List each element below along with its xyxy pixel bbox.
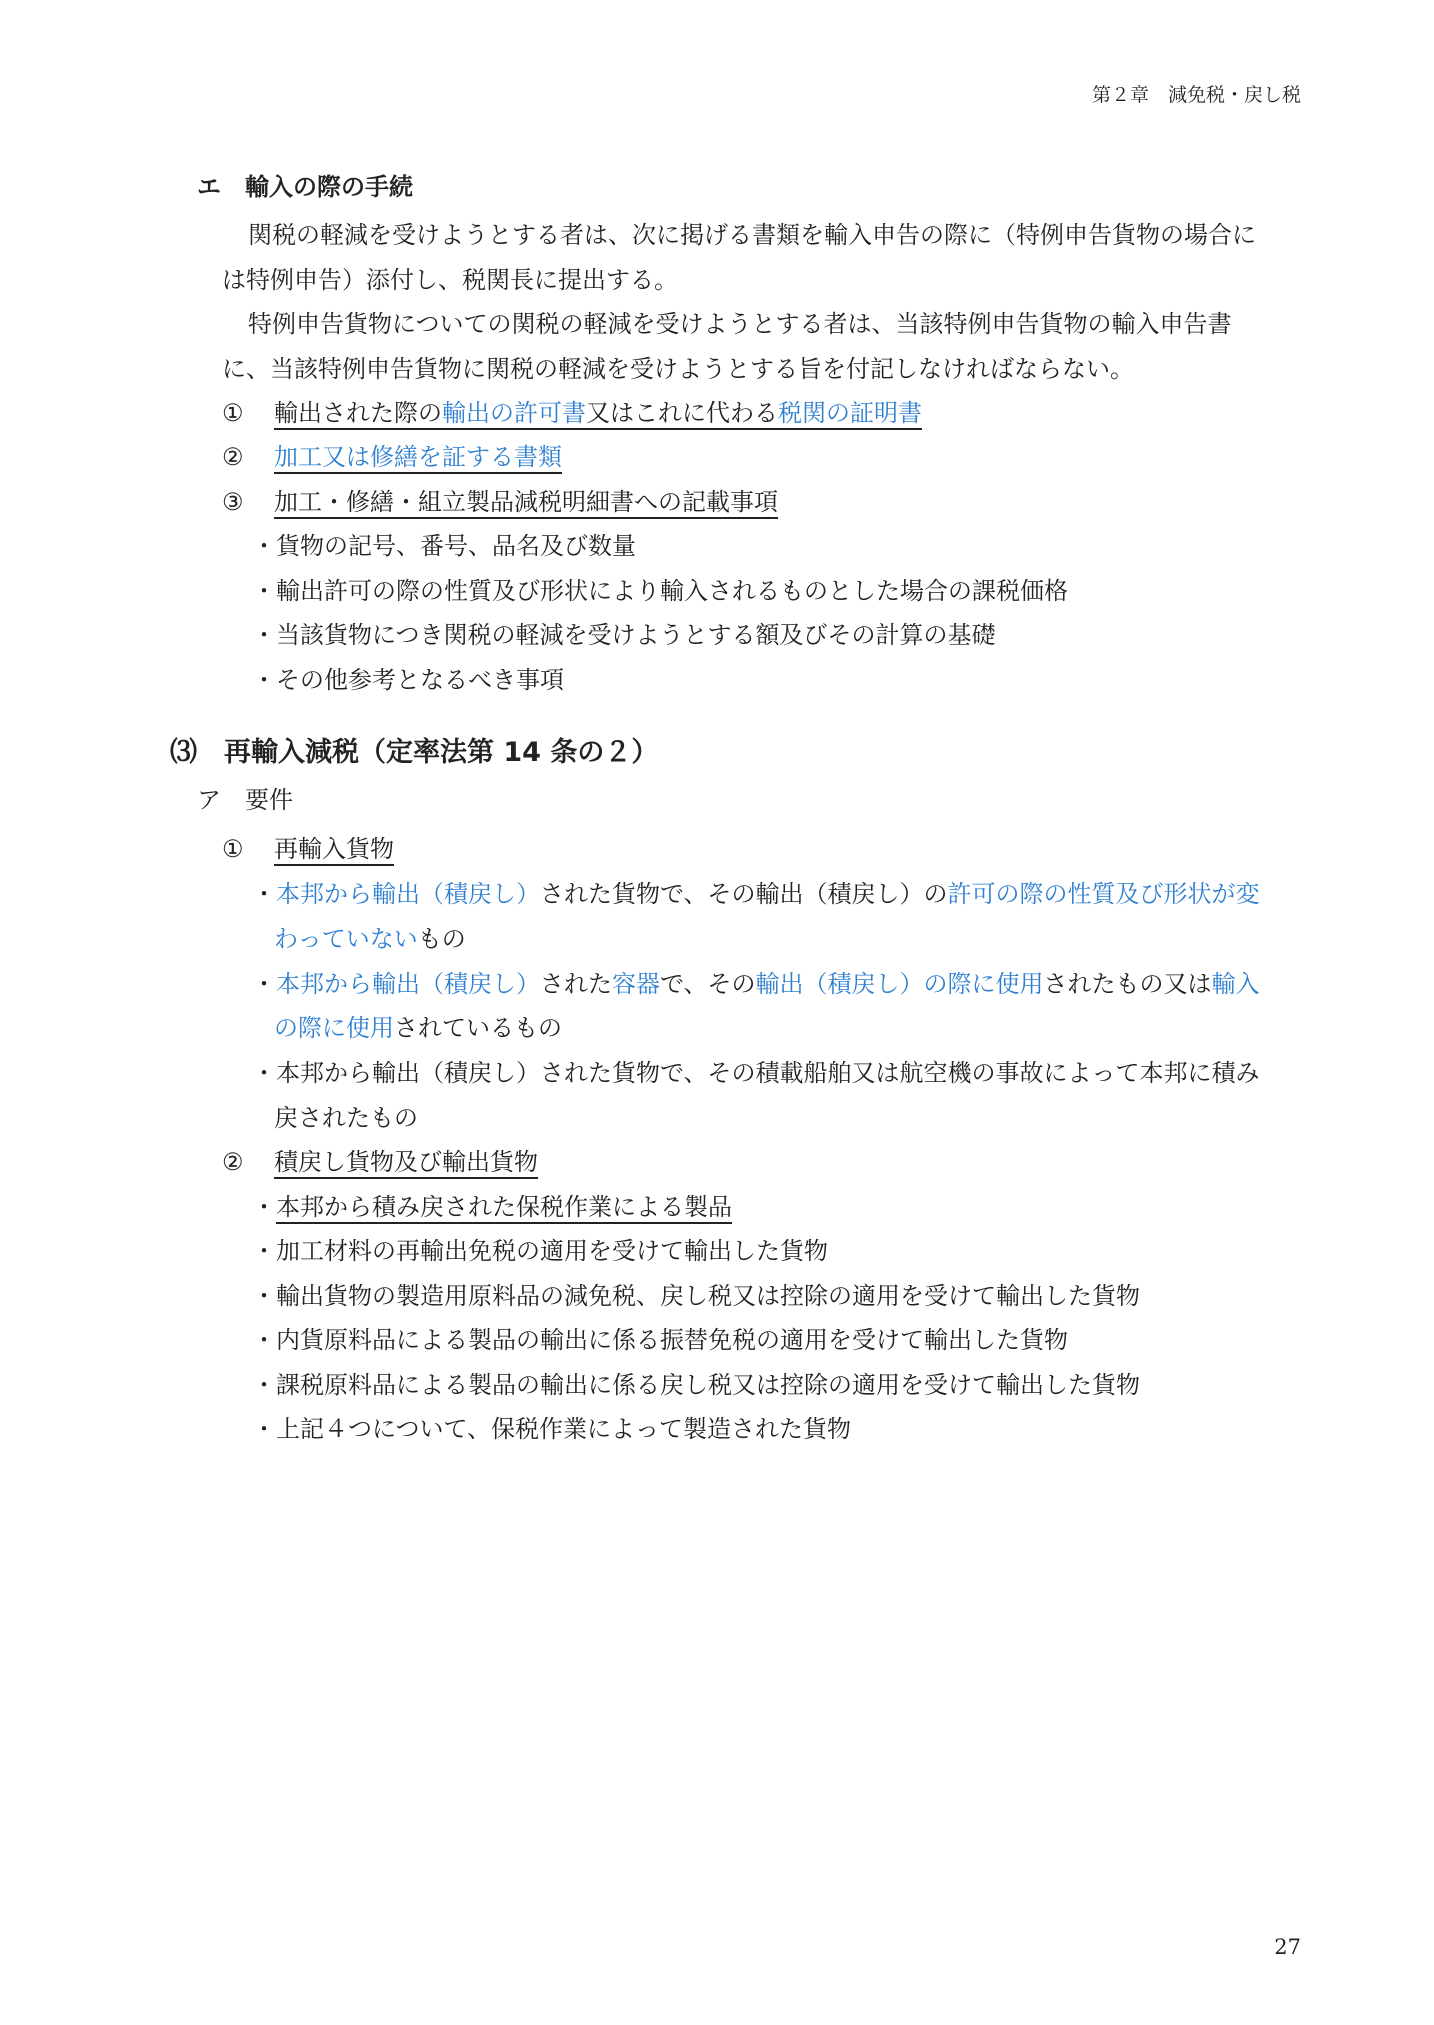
bullet-dot: ・ [252, 1326, 276, 1354]
item-31 [274, 834, 394, 864]
bullet-e3: ・当該貨物につき関税の軽減を受けようとする額及びその計算の基礎 [252, 621, 996, 649]
bullet-dot: ・ [252, 1415, 276, 1443]
bullet-32-line1 [252, 969, 1260, 999]
bullet-dot: ・ [252, 1237, 276, 1265]
item-31-label: 再輸入貨物 [274, 835, 394, 866]
para2-line1: 特例申告貨物についての関税の軽減を受けようとする者は、当該特例申告貨物の輸入申告書 [248, 310, 1232, 338]
bullet-37 [252, 1325, 1068, 1355]
bullet-dot: ・ [252, 970, 276, 998]
bullet-text: 上記４つについて、保税作業によって製造された貨物 [276, 1415, 852, 1443]
highlight: の際に使用 [274, 1014, 394, 1042]
item-e1-text [274, 399, 922, 430]
item-e1-highlight: 税関の証明書 [778, 399, 922, 427]
bullet-32-line2 [274, 1013, 562, 1043]
section-3-subheading: ア 要件 [197, 786, 293, 814]
bullet-31-line1 [252, 879, 1260, 909]
bullet-e2: ・輸出許可の際の性質及び形状により輸入されるものとした場合の課税価格 [252, 577, 1068, 605]
item-32-label: 積戻し貨物及び輸出貨物 [274, 1148, 538, 1179]
bullet-35 [252, 1236, 828, 1266]
bullet-33-line2: 戻されたもの [274, 1104, 418, 1132]
para2-line2: に、当該特例申告貨物に関税の軽減を受けようとする旨を付記しなければならない。 [222, 355, 1134, 383]
item-e2-text: 加工又は修繕を証する書類 [274, 443, 562, 474]
item-e3-text: 加工・修繕・組立製品減税明細書への記載事項 [274, 488, 778, 519]
text-run: された [540, 970, 612, 998]
text-run: されているもの [394, 1014, 562, 1042]
highlight: 輸入 [1211, 970, 1260, 998]
item-e2-num: ② [222, 443, 244, 471]
para1-line2: は特例申告）添付し、税関長に提出する。 [222, 266, 678, 294]
item-e3-num: ③ [222, 488, 244, 516]
text-run: で、その [660, 970, 756, 998]
item-e1-part: 輸出された際の [274, 399, 442, 427]
item-32-num: ② [222, 1148, 244, 1176]
item-e2 [274, 442, 562, 472]
item-e1-highlight: 輸出の許可書 [442, 399, 586, 427]
bullet-text: 内貨原料品による製品の輸出に係る振替免税の適用を受けて輸出した貨物 [276, 1326, 1068, 1354]
bullet-36 [252, 1281, 1140, 1311]
highlight: 本邦から輸出（積戻し） [276, 970, 540, 998]
item-e1 [274, 398, 922, 428]
bullet-text: 輸出貨物の製造用原料品の減免税、戻し税又は控除の適用を受けて輸出した貨物 [276, 1282, 1140, 1310]
section-e-heading: エ 輸入の際の手続 [197, 173, 413, 201]
bullet-e4: ・その他参考となるべき事項 [252, 666, 564, 694]
highlight: 容器 [612, 970, 660, 998]
item-e1-num: ① [222, 399, 244, 427]
highlight: 輸出（積戻し）の際に使用 [755, 970, 1044, 998]
bullet-dot: ・ [252, 1282, 276, 1310]
highlight: 許可の際の性質及び形状が変 [947, 880, 1260, 908]
item-32 [274, 1147, 538, 1177]
page-number: 27 [1274, 1935, 1301, 1959]
bullet-33-line1: ・本邦から輸出（積戻し）された貨物で、その積載船舶又は航空機の事故によって本邦に積み [252, 1059, 1260, 1087]
bullet-text: 課税原料品による製品の輸出に係る戻し税又は控除の適用を受けて輸出した貨物 [276, 1371, 1140, 1399]
bullet-text: 加工材料の再輸出免税の適用を受けて輸出した貨物 [276, 1237, 828, 1265]
bullet-39 [252, 1414, 851, 1444]
highlight: わっていない [274, 925, 418, 953]
highlight: 本邦から輸出（積戻し） [276, 880, 540, 908]
chapter-header: 第２章 減免税・戻し税 [1091, 84, 1301, 106]
bullet-text: 本邦から積み戻された保税作業による製品 [276, 1193, 732, 1224]
text-run: されたもの又は [1043, 970, 1212, 998]
item-e1-part: 又はこれに代わる [586, 399, 778, 427]
para1-line1: 関税の軽減を受けようとする者は、次に掲げる書類を輸入申告の際に（特例申告貨物の場合に [248, 221, 1256, 249]
text-run: された貨物で、その輸出（積戻し）の [540, 880, 948, 908]
bullet-34 [252, 1192, 732, 1222]
bullet-38 [252, 1370, 1140, 1400]
section-3-heading: ⑶ 再輸入減税（定率法第 14 条の２） [170, 737, 659, 768]
item-31-num: ① [222, 835, 244, 863]
bullet-e1: ・貨物の記号、番号、品名及び数量 [252, 532, 636, 560]
bullet-dot: ・ [252, 1371, 276, 1399]
bullet-31-line2 [274, 924, 466, 954]
item-e3 [274, 487, 778, 517]
text-run: もの [417, 925, 466, 953]
bullet-dot: ・ [252, 1193, 276, 1221]
bullet-dot: ・ [252, 880, 276, 908]
